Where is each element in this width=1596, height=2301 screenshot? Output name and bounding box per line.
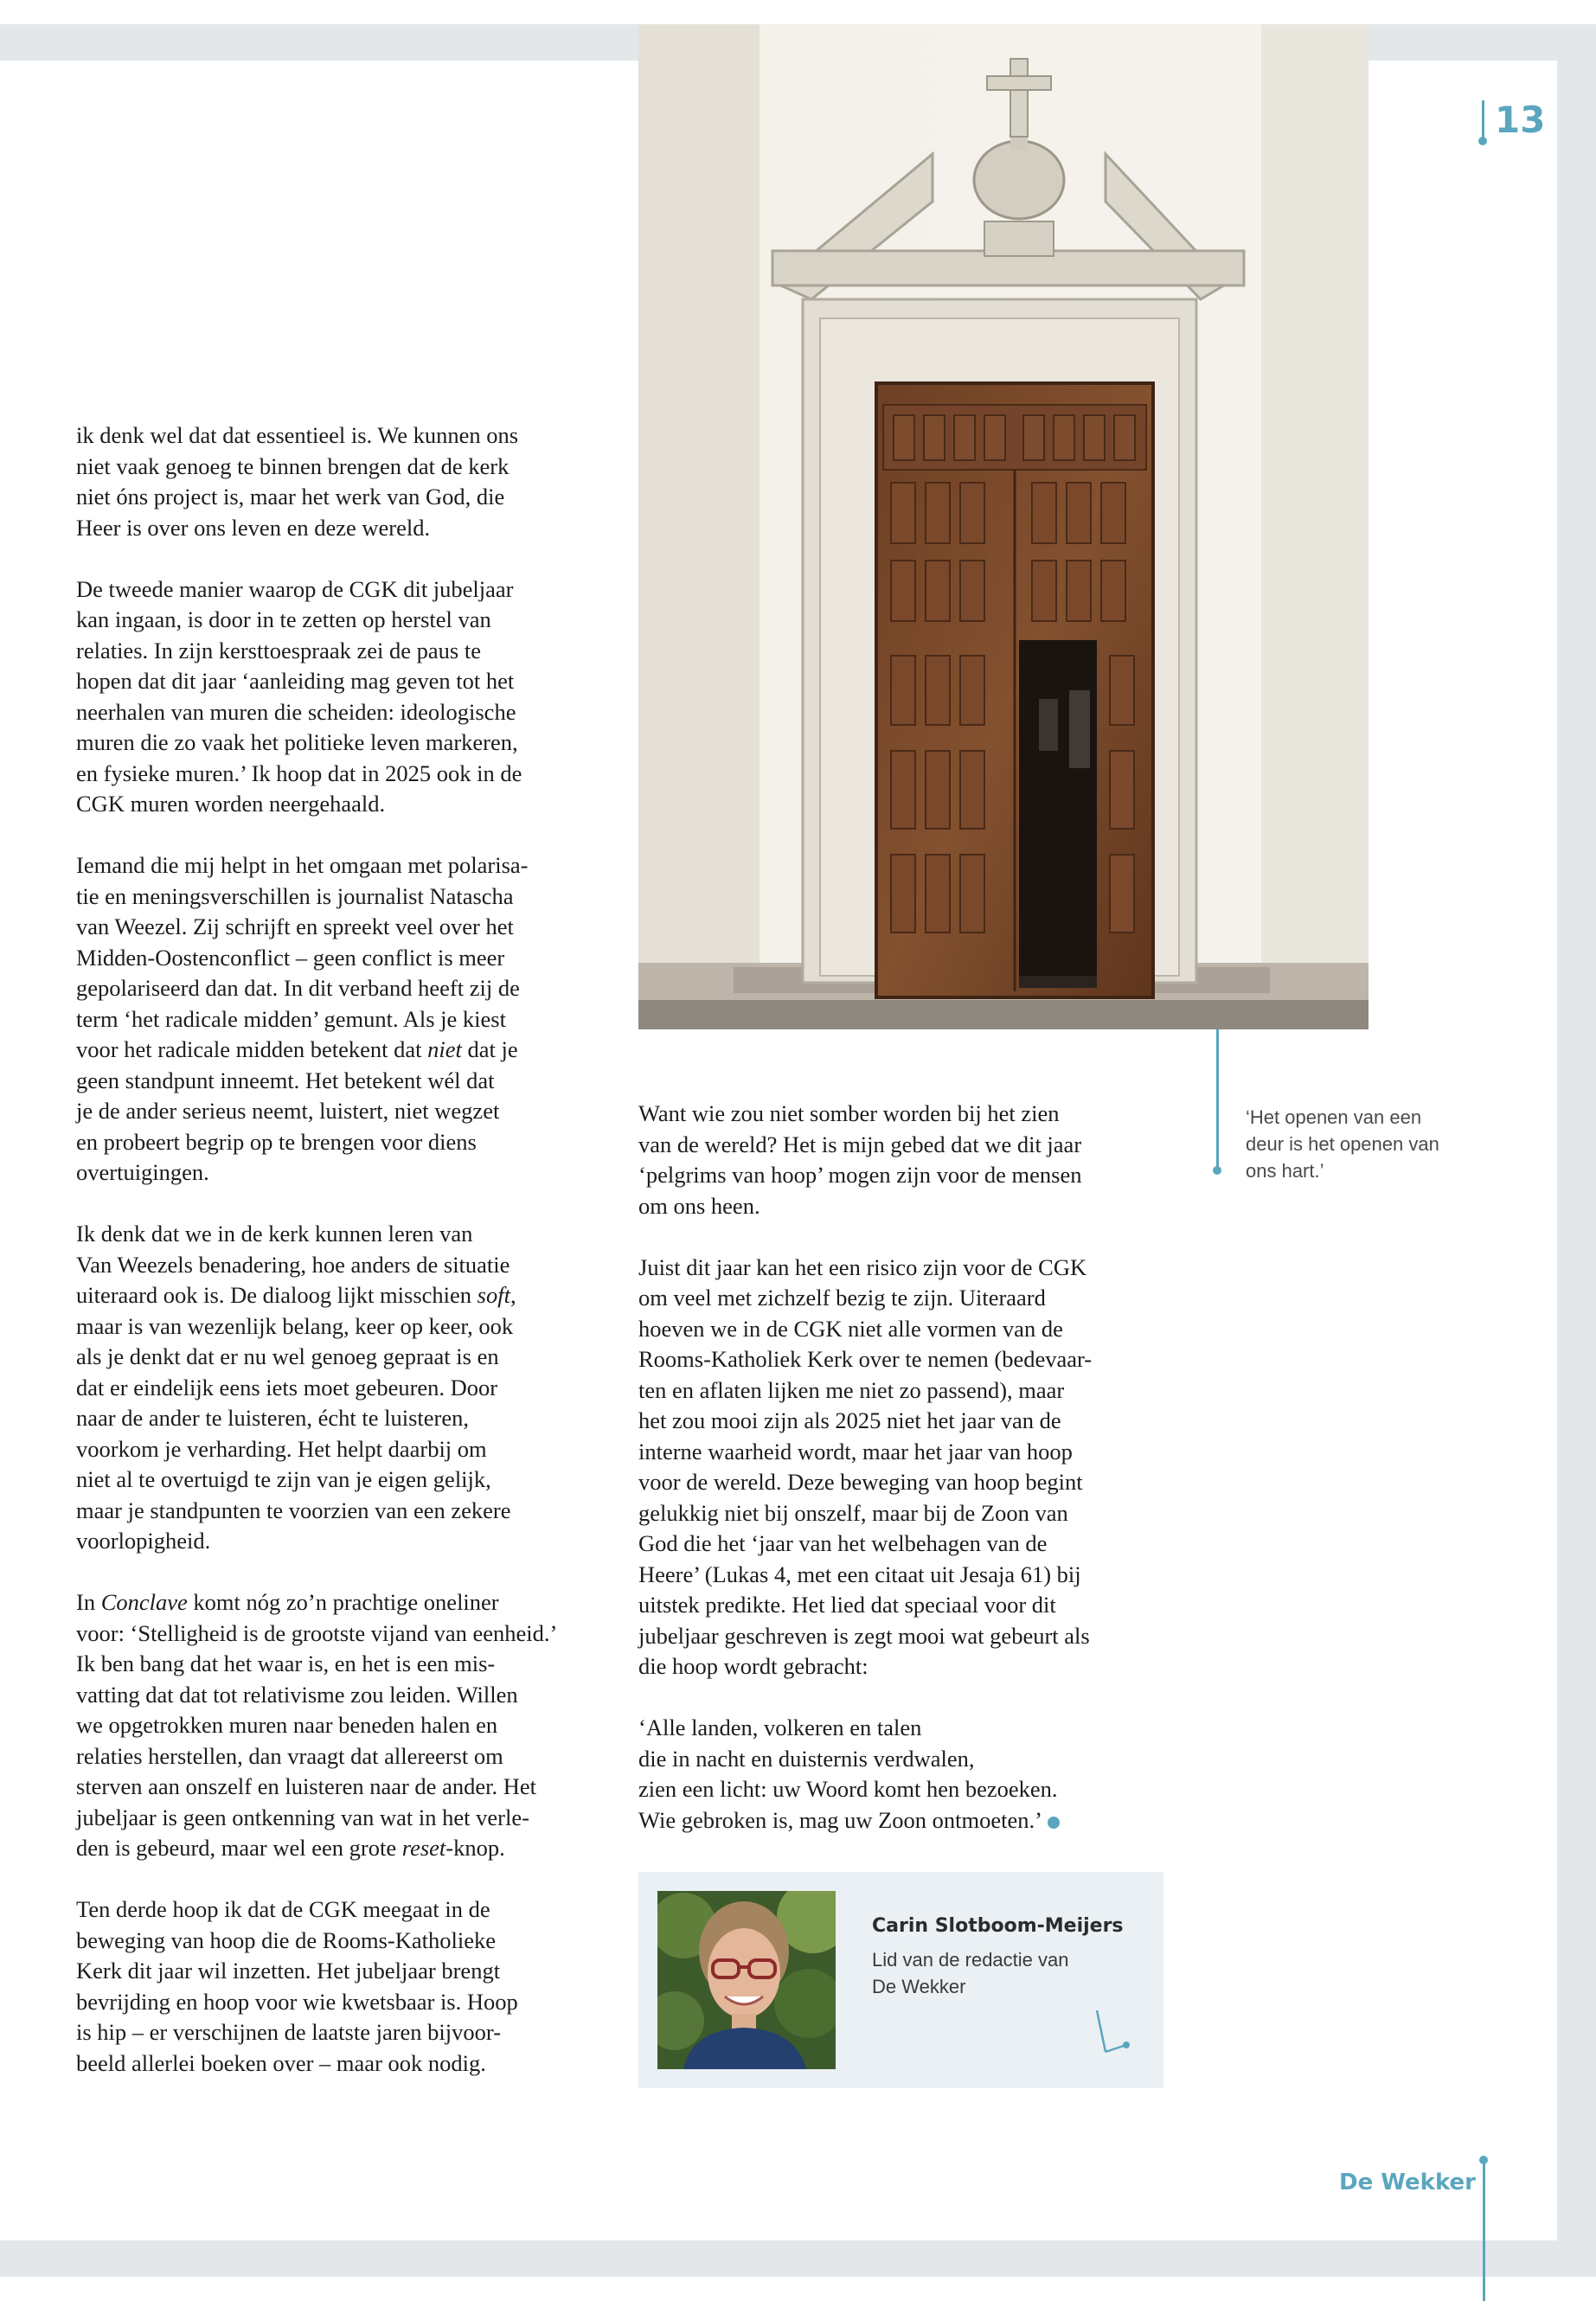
text-line: als je denkt dat er nu wel genoeg gepraat is en [76,1343,499,1369]
text-line: kan ingaan, is door in te zetten op herstel van [76,606,491,632]
author-name: Carin Slotboom-Meijers [872,1915,1124,1937]
text-line: tie en meningsverschillen is journalist Natascha [76,882,514,909]
text-fragment: komt nóg zo’n prachtige oneliner [187,1589,499,1615]
role-line: Lid van de redactie van [872,1949,1069,1971]
page-number-dot [1478,137,1487,145]
role-line: De Wekker [872,1976,966,1997]
text-line: Van Weezels benadering, hoe anders de situatie [76,1251,510,1278]
emphasis-word: Conclave [100,1589,188,1615]
author-photo [657,1891,836,2069]
text-fragment: In [76,1589,101,1615]
text-line: Rooms-Katholiek Kerk over te nemen (bedevaar- [638,1346,1093,1372]
top-margin [0,0,1596,24]
text-line: Kerk dit jaar wil inzetten. Het jubeljaar brengt [76,1958,501,1984]
text-fragment: uiteraard ook is. De dialoog lijkt misschien [76,1282,478,1308]
pen-flourish-icon [1095,2009,1130,2061]
text-line: het zou mooi zijn als 2025 niet het jaar van de [638,1407,1061,1433]
verse-line: die in nacht en duisternis verdwalen, [638,1745,975,1772]
text-line [76,1833,604,1864]
emphasis-word: reset [401,1835,446,1861]
verse-line [638,1805,1175,1836]
text-line: Midden-Oostenconflict – geen conflict is meer [76,944,505,971]
text-line: maar je standpunten te voorzien van een zekere [76,1497,511,1523]
text-line: Want wie zou niet somber worden bij het zien [638,1100,1060,1126]
text-line: neerhalen van muren die scheiden: ideologische [76,698,516,725]
page-number: 13 [1495,99,1546,141]
text-line: uitstek predikte. Het lied dat speciaal voor dit [638,1592,1056,1618]
quote-line: ‘Het openen van een [1246,1106,1422,1128]
article-middle-column [638,1099,1175,1867]
paragraph-5 [76,1587,604,1864]
text-line: en probeert begrip op te brengen voor diens [76,1128,477,1155]
text-line: we opgetrokken muren naar beneden halen en [76,1712,498,1738]
text-line: Juist dit jaar kan het een risico zijn voor de CGK [638,1253,1087,1280]
paragraph-3 [76,850,604,1189]
text-line [76,1035,604,1066]
paragraph-4 [76,1219,604,1557]
text-line: voorkom je verharding. Het helpt daarbij om [76,1435,487,1462]
pull-quote-rule [1216,1029,1219,1170]
text-line: niet óns project is, maar het werk van God, die [76,484,505,510]
text-line: dat er eindelijk eens iets moet gebeuren. Door [76,1374,498,1400]
text-line: term ‘het radicale midden’ gemunt. Als je kiest [76,1005,506,1032]
paragraph-8 [638,1253,1175,1682]
emphasis-word: niet [427,1036,462,1062]
text-line: naar de ander te luisteren, écht te luisteren, [76,1405,469,1431]
text-fragment: , [510,1282,516,1308]
text-line: Ik denk dat we in de kerk kunnen leren van [76,1221,473,1247]
text-line: ten en aflaten lijken me niet zo passend), maar [638,1376,1065,1403]
author-role [872,1946,1131,2000]
text-line: en fysieke muren.’ Ik hoop dat in 2025 ook in de [76,760,522,786]
pull-quote [1246,1104,1497,1184]
quote-line: ons hart.’ [1246,1160,1324,1182]
text-line: ‘pelgrims van hoop’ mogen zijn voor de mensen [638,1162,1082,1188]
emphasis-word: soft [477,1282,510,1308]
text-line: beweging van hoop die de Rooms-Katholieke [76,1926,496,1953]
text-line: gelukkig niet bij onszelf, maar bij de Zoon van [638,1499,1068,1526]
article-left-column [76,420,604,2110]
bottom-margin [0,2277,1596,2301]
text-fragment: den is gebeurd, maar wel een grote [76,1835,402,1861]
text-line: interne waarheid wordt, maar het jaar van hoop [638,1438,1073,1465]
text-line: Iemand die mij helpt in het omgaan met polarisa- [76,852,529,878]
author-box [638,1872,1163,2088]
text-line: CGK muren worden neergehaald. [76,791,386,817]
text-line: voorlopigheid. [76,1528,211,1554]
text-line: ik denk wel dat dat essentieel is. We kunnen ons [76,422,519,448]
text-line: om ons heen. [638,1192,760,1219]
text-line: van Weezel. Zij schrijft en spreekt veel over het [76,913,514,939]
quote-line: deur is het openen van [1246,1133,1439,1155]
pull-quote-dot [1213,1166,1221,1175]
text-line: Ten derde hoop ik dat de CGK meegaat in de [76,1896,490,1922]
text-line: sterven aan onszelf en luisteren naar de ander. Het [76,1773,536,1799]
paragraph-2 [76,574,604,820]
text-line: relaties herstellen, dan vraagt dat allereerst om [76,1742,503,1769]
verse-line: ‘Alle landen, volkeren en talen [638,1715,922,1740]
text-line: gepolariseerd dan dat. In dit verband heeft zij de [76,975,520,1001]
text-line [76,1280,604,1311]
text-line: Heere’ (Lukas 4, met een citaat uit Jesaja 61) bij [638,1561,1081,1587]
text-fragment: dat je [461,1036,518,1062]
church-door-photo [638,24,1368,1029]
verse-line: zien een licht: uw Woord komt hen bezoeken. [638,1776,1058,1802]
text-line: je de ander serieus neemt, luistert, niet wegzet [76,1098,500,1124]
text-line: overtuigingen. [76,1159,209,1185]
text-line: vatting dat dat tot relativisme zou leiden. Willen [76,1681,518,1708]
text-line: jubeljaar geschreven is zegt mooi wat gebeurt als [638,1622,1090,1649]
text-fragment: Wie gebroken is, mag uw Zoon ontmoeten.’ [638,1806,1042,1833]
text-fragment: voor het radicale midden betekent dat [76,1036,428,1062]
text-line: voor: ‘Stelligheid is de grootste vijand van eenheid.’ [76,1619,558,1646]
text-line: muren die zo vaak het politieke leven markeren, [76,729,518,755]
page-number-rule [1482,100,1484,138]
text-line: hopen dat dit jaar ‘aanleiding mag geven tot het [76,668,515,694]
text-line: van de wereld? Het is mijn gebed dat we dit jaar [638,1131,1082,1157]
end-of-article-dot [1048,1817,1060,1829]
text-line: om veel met zichzelf bezig te zijn. Uiteraard [638,1285,1046,1311]
text-line: relaties. In zijn kersttoespraak zei de paus te [76,637,481,663]
text-line: Ik ben bang dat het waar is, en het is een mis- [76,1650,496,1676]
text-line: God die het ‘jaar van het welbehagen van de [638,1530,1048,1556]
text-line: geen standpunt inneemt. Het betekent wél dat [76,1067,495,1093]
text-line: is hip – er verschijnen de laatste jaren bijvoor- [76,2019,502,2045]
text-line: die hoop wordt gebracht: [638,1653,869,1679]
song-verse [638,1713,1175,1836]
text-line: jubeljaar is geen ontkenning van wat in het verle- [76,1804,529,1830]
text-line: bevrijding en hoop voor wie kwetsbaar is. Hoop [76,1988,518,2015]
footer-rule [1483,2159,1485,2301]
text-line: hoeven we in de CGK niet alle vormen van de [638,1315,1063,1342]
text-fragment: -knop. [445,1835,505,1861]
text-line: Heer is over ons leven en deze wereld. [76,514,431,541]
text-line: beeld allerlei boeken over – maar ook nodig. [76,2049,486,2076]
text-line [76,1587,604,1618]
footer-dot [1479,2156,1488,2164]
magazine-name: De Wekker [1339,2170,1476,2195]
text-line: voor de wereld. Deze beweging van hoop begint [638,1469,1083,1495]
text-line: niet vaak genoeg te binnen brengen dat de kerk [76,452,510,479]
paragraph-6 [76,1894,604,2079]
text-line: niet al te overtuigd te zijn van je eigen gelijk, [76,1466,491,1492]
text-line: maar is van wezenlijk belang, keer op keer, ook [76,1312,514,1339]
paragraph-1 [76,420,604,543]
paragraph-7 [638,1099,1175,1221]
text-line: De tweede manier waarop de CGK dit jubeljaar [76,575,514,602]
